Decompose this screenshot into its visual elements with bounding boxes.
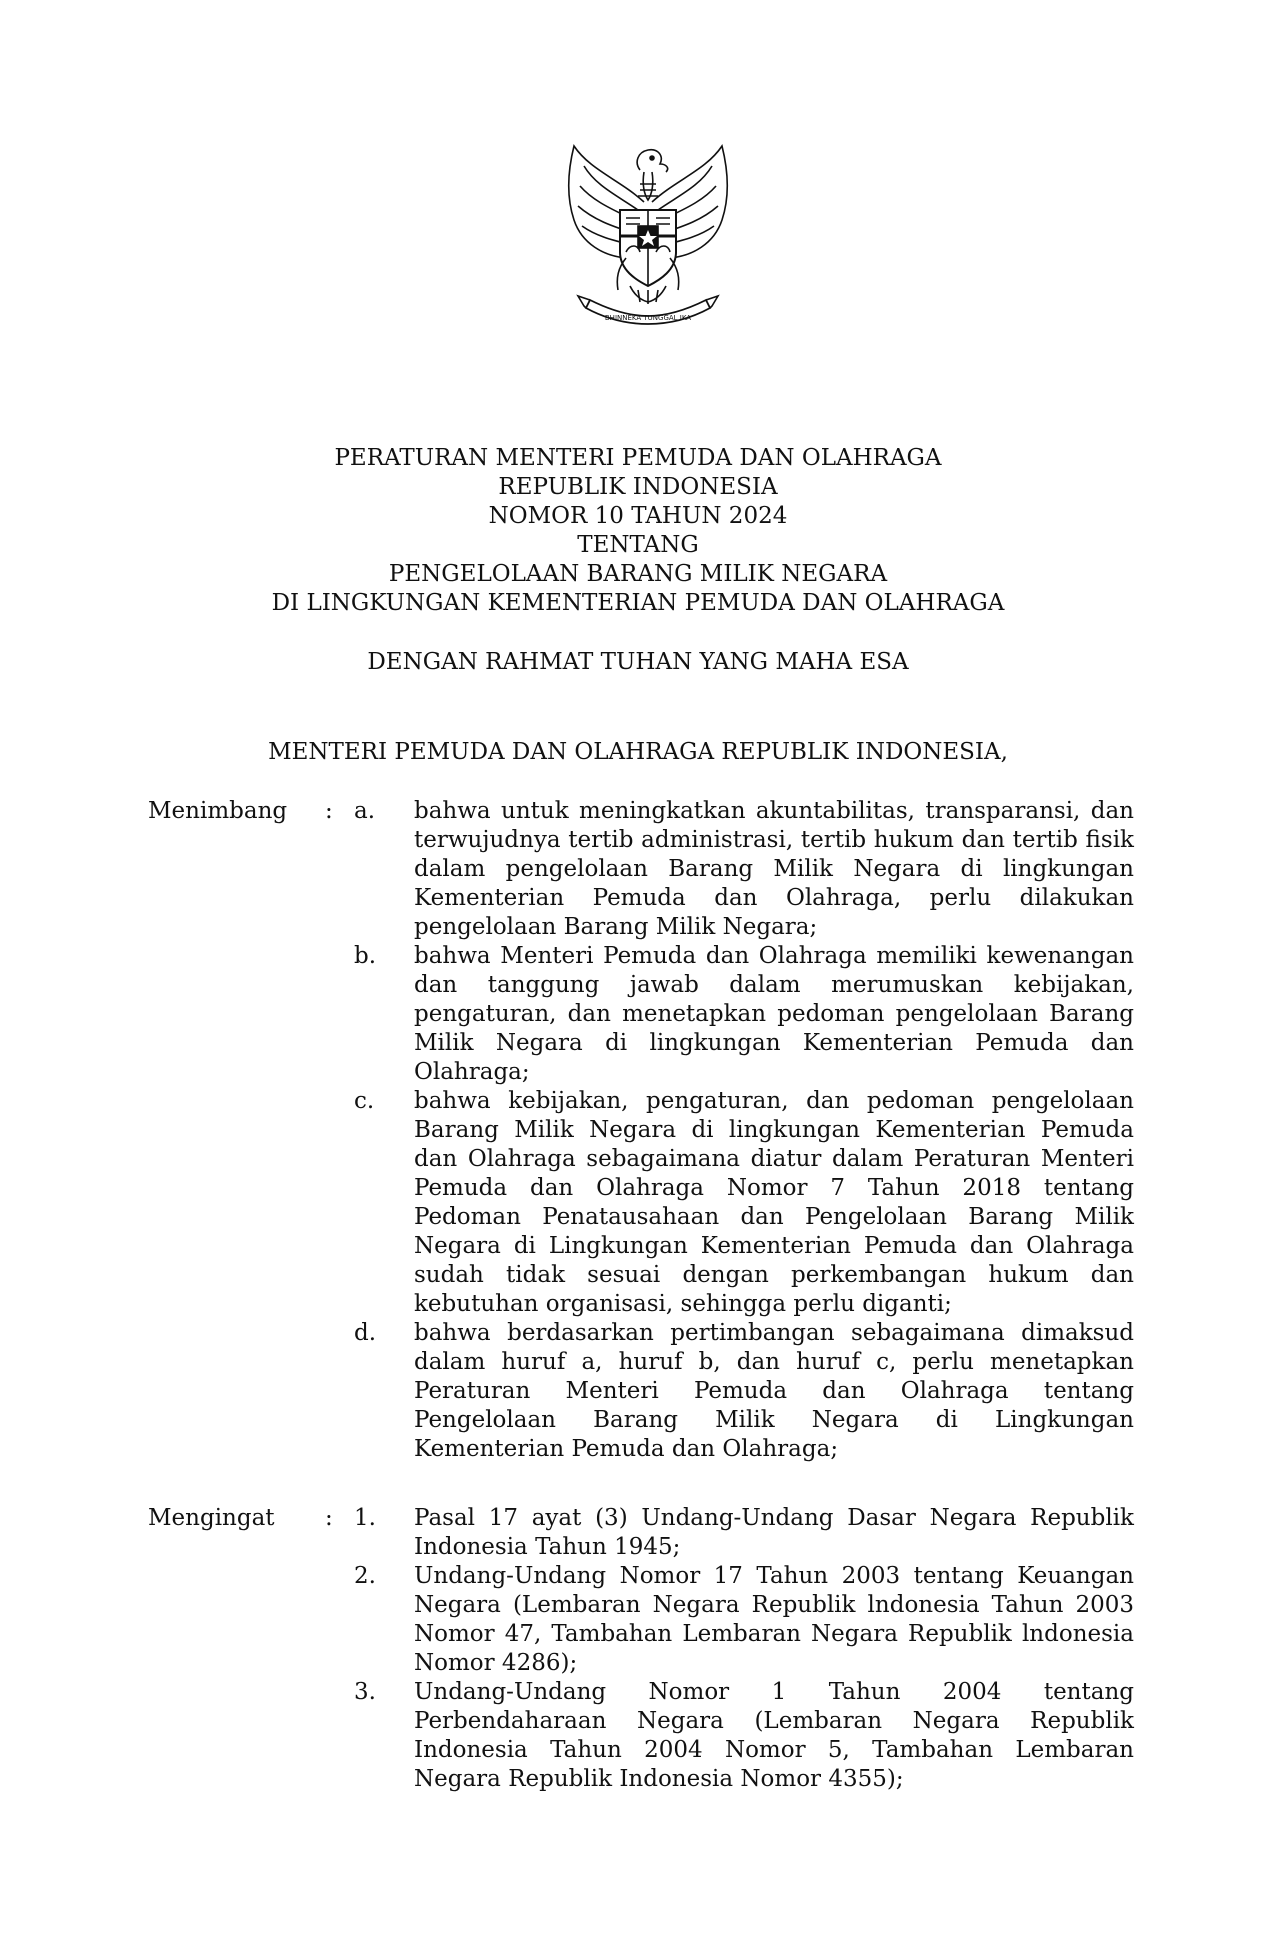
item-text: Undang-Undang Nomor 17 Tahun 2003 tentang Keuangan Negara (Lembaran Negara Republik lndonesia Tahun 2003 Nomor 47, Tambahan Lembaran Negara Republik lndonesia Nomor 4286); [414, 1563, 1134, 1676]
item-text: bahwa kebijakan, pengaturan, dan pedoman pengelolaan Barang Milik Negara di lingkungan Kementerian Pemuda dan Olahraga sebagaimana diatur dalam Peraturan Menteri Pemuda dan Olahraga Nomor 7 Tahun 2018 tentang Pedoman Penatausahaan dan Pengelolaan Barang Milik Negara di Lingkungan Kementerian Pemuda dan Olahraga sudah tidak sesuai dengan perkembangan hukum dan kebutuhan organisasi, sehingga perlu diganti; [414, 1088, 1134, 1317]
item-marker: 2. [354, 1563, 376, 1589]
item-text: bahwa berdasarkan pertimbangan sebagaimana dimaksud dalam huruf a, huruf b, dan huruf c, perlu menetapkan Peraturan Menteri Pemuda dan Olahraga tentang Pengelolaan Barang Milik Negara di Lingkungan Kementerian Pemuda dan Olahraga; [414, 1320, 1134, 1462]
item-marker: a. [354, 798, 376, 824]
list-item [148, 1319, 1134, 1464]
list-item [148, 1504, 1134, 1562]
list-item [148, 1562, 1134, 1678]
regulation-heading [0, 444, 1276, 618]
invocation: DENGAN RAHMAT TUHAN YANG MAHA ESA [367, 649, 909, 675]
heading-line: NOMOR 10 TAHUN 2024 [488, 503, 788, 529]
item-text: Undang-Undang Nomor 1 Tahun 2004 tentang Perbendaharaan Negara (Lembaran Negara Republik Indonesia Tahun 2004 Nomor 5, Tambahan Lembaran Negara Republik Indonesia Nomor 4355); [414, 1679, 1134, 1792]
item-marker: b. [354, 943, 377, 969]
issuer-line: MENTERI PEMUDA DAN OLAHRAGA REPUBLIK INDONESIA, [268, 739, 1008, 765]
item-marker: 3. [354, 1679, 376, 1705]
heading-line: PENGELOLAAN BARANG MILIK NEGARA [388, 561, 888, 587]
section-label: Menimbang [148, 798, 288, 824]
list-item [148, 942, 1134, 1087]
heading-line: REPUBLIK INDONESIA [498, 474, 778, 500]
item-marker: c. [354, 1088, 375, 1114]
garuda-pancasila-emblem-icon [560, 140, 736, 326]
mengingat-list [148, 1504, 1134, 1794]
item-text: bahwa Menteri Pemuda dan Olahraga memiliki kewenangan dan tanggung jawab dalam merumuskan kebijakan, pengaturan, dan menetapkan pedoman pengelolaan Barang Milik Negara di lingkungan Kementerian Pemuda dan Olahraga; [414, 943, 1134, 1085]
item-marker: d. [354, 1320, 377, 1346]
section-colon: : [325, 798, 333, 824]
menimbang-list [148, 797, 1134, 1464]
section-label: Mengingat [148, 1505, 275, 1531]
list-item [148, 1087, 1134, 1319]
list-item [148, 797, 1134, 942]
item-marker: 1. [354, 1505, 376, 1531]
item-text: Pasal 17 ayat (3) Undang-Undang Dasar Negara Republik Indonesia Tahun 1945; [414, 1505, 1134, 1560]
heading-line: TENTANG [577, 532, 699, 558]
emblem-motto: BHINNEKA TUNGGAL IKA [604, 314, 692, 322]
list-item [148, 1678, 1134, 1794]
item-text: bahwa untuk meningkatkan akuntabilitas, transparansi, dan terwujudnya tertib administrasi, tertib hukum dan tertib fisik dalam pengelolaan Barang Milik Negara di lingkungan Kementerian Pemuda dan Olahraga, perlu dilakukan pengelolaan Barang Milik Negara; [414, 798, 1134, 940]
heading-line: PERATURAN MENTERI PEMUDA DAN OLAHRAGA [334, 445, 942, 471]
section-colon: : [325, 1505, 333, 1531]
heading-line: DI LINGKUNGAN KEMENTERIAN PEMUDA DAN OLAHRAGA [271, 590, 1005, 616]
